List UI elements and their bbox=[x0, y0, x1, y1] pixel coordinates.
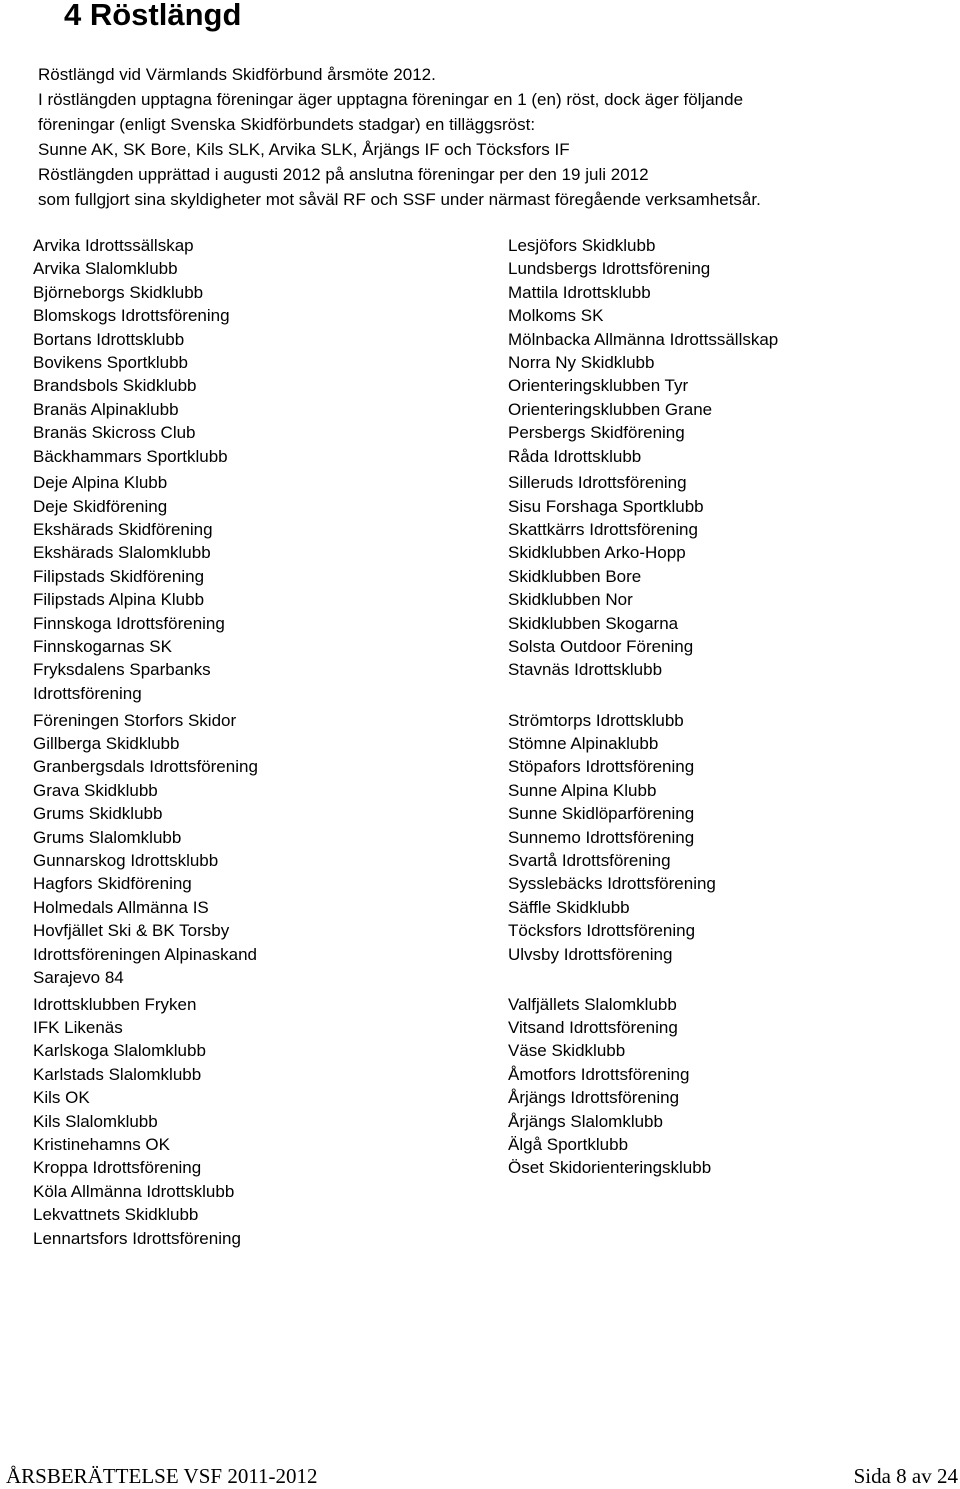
intro-line: I röstlängden upptagna föreningar äger upptagna föreningar en 1 (en) röst, dock äger följande bbox=[38, 90, 744, 109]
page-title: 4 Röstlängd bbox=[64, 0, 242, 32]
club-list-item: Norra Ny Skidklubb bbox=[508, 352, 655, 372]
club-list-item bbox=[508, 966, 778, 989]
club-list-item: Arvika Slalomklubb bbox=[33, 259, 178, 279]
club-list-item: Solsta Outdoor Förening bbox=[508, 637, 694, 657]
club-list-item: Skidklubben Arko-Hopp bbox=[508, 543, 686, 563]
club-list-item: Ekshärads Skidförening bbox=[33, 520, 213, 540]
club-list-item: Branäs Skicross Club bbox=[33, 423, 196, 443]
club-list-item: Kristinehamns OK bbox=[33, 1135, 170, 1155]
club-list-item: Filipstads Alpina Klubb bbox=[33, 590, 205, 610]
club-list-item: Årjängs Slalomklubb bbox=[508, 1111, 663, 1131]
club-list-item: Blomskogs Idrottsförening bbox=[33, 306, 230, 326]
club-list-item: Lekvattnets Skidklubb bbox=[33, 1205, 199, 1225]
club-list-item: Stömne Alpinaklubb bbox=[508, 733, 659, 753]
club-list-item: Råda Idrottsklubb bbox=[508, 446, 642, 466]
club-list-item: Stavnäs Idrottsklubb bbox=[508, 660, 663, 680]
club-list-item: Idrottsklubben Fryken bbox=[33, 994, 197, 1014]
club-list-item: Mölnbacka Allmänna Idrottssällskap bbox=[508, 329, 779, 349]
club-list-item: Filipstads Skidförening bbox=[33, 566, 205, 586]
club-list-item: Ulvsby Idrottsförening bbox=[508, 944, 673, 964]
club-list-item: Bovikens Sportklubb bbox=[33, 352, 188, 372]
club-list-item: Sisu Forshaga Sportklubb bbox=[508, 496, 704, 516]
club-list-item: Deje Alpina Klubb bbox=[33, 473, 168, 493]
intro-line: Röstlängd vid Värmlands Skidförbund årsmöte 2012. bbox=[38, 65, 436, 84]
club-list-item: Köla Allmänna Idrottsklubb bbox=[33, 1181, 235, 1201]
club-list-item: Åmotfors Idrottsförening bbox=[508, 1064, 690, 1084]
club-list-item: Finnskoga Idrottsförening bbox=[33, 613, 225, 633]
club-list-item: Älgå Sportklubb bbox=[508, 1135, 629, 1155]
club-list-item: Persbergs Skidförening bbox=[508, 423, 685, 443]
club-list-item: Bäckhammars Sportklubb bbox=[33, 446, 228, 466]
club-list-item: Mattila Idrottsklubb bbox=[508, 282, 651, 302]
club-list-item: Skidklubben Nor bbox=[508, 590, 633, 610]
club-list-item: IFK Likenäs bbox=[33, 1018, 123, 1038]
club-list-item: Grava Skidklubb bbox=[33, 780, 158, 800]
intro-paragraph bbox=[38, 62, 948, 212]
club-list-item: Bortans Idrottsklubb bbox=[33, 329, 185, 349]
club-list-item: Idrottsföreningen Alpinaskand bbox=[33, 944, 257, 964]
intro-line: Röstlängden upprättad i augusti 2012 på anslutna föreningar per den 19 juli 2012 bbox=[38, 165, 649, 184]
club-list-item: Sysslebäcks Idrottsförening bbox=[508, 874, 716, 894]
club-list-item: Skidklubben Bore bbox=[508, 566, 642, 586]
club-list-item: Deje Skidförening bbox=[33, 496, 168, 516]
club-list-item: Stöpafors Idrottsförening bbox=[508, 757, 695, 777]
club-list-item: Arvika Idrottssällskap bbox=[33, 236, 194, 255]
club-list-item: Kils OK bbox=[33, 1088, 90, 1108]
club-list-item: Gunnarskog Idrottsklubb bbox=[33, 850, 219, 870]
club-list-item: Molkoms SK bbox=[508, 306, 604, 326]
club-list-item: Holmedals Allmänna IS bbox=[33, 897, 209, 917]
club-list-item: Valfjällets Slalomklubb bbox=[508, 994, 677, 1014]
club-list-item: Grums Slalomklubb bbox=[33, 827, 182, 847]
footer-title: ÅRSBERÄTTELSE VSF 2011-2012 bbox=[6, 1464, 318, 1488]
club-list-item: Karlskoga Slalomklubb bbox=[33, 1041, 206, 1061]
club-list-item: Årjängs Idrottsförening bbox=[508, 1088, 680, 1108]
club-list-item: Strömtorps Idrottsklubb bbox=[508, 710, 684, 730]
club-list-item: Gillberga Skidklubb bbox=[33, 733, 180, 753]
club-list-item: Ekshärads Slalomklubb bbox=[33, 543, 211, 563]
club-list-item: Hovfjället Ski & BK Torsby bbox=[33, 921, 230, 941]
club-list-item: Lesjöfors Skidklubb bbox=[508, 236, 656, 255]
club-list-item: Föreningen Storfors Skidor bbox=[33, 710, 237, 730]
club-list-item: Väse Skidklubb bbox=[508, 1041, 626, 1061]
club-list-item: Vitsand Idrottsförening bbox=[508, 1018, 678, 1038]
intro-line: som fullgjort sina skyldigheter mot såväl RF och SSF under närmast föregående verksamhetsår. bbox=[38, 190, 761, 209]
club-list-item: Finnskogarnas SK bbox=[33, 637, 172, 657]
club-list-item: Fryksdalens Sparbanks bbox=[33, 660, 211, 680]
page-number: Sida 8 av 24 bbox=[853, 1464, 958, 1488]
club-list-item: Töcksfors Idrottsförening bbox=[508, 921, 696, 941]
club-list-left-column bbox=[33, 234, 258, 1250]
club-list-item: Kils Slalomklubb bbox=[33, 1111, 158, 1131]
club-list-item: Sunne Alpina Klubb bbox=[508, 780, 657, 800]
club-list-item: Karlstads Slalomklubb bbox=[33, 1064, 202, 1084]
club-list-item: Kroppa Idrottsförening bbox=[33, 1158, 202, 1178]
club-list-item: Granbergsdals Idrottsförening bbox=[33, 757, 258, 777]
club-list-item bbox=[508, 682, 778, 705]
club-list-item: Lennartsfors Idrottsförening bbox=[33, 1228, 241, 1248]
club-list-item: Skattkärrs Idrottsförening bbox=[508, 520, 698, 540]
club-list-item: Hagfors Skidförening bbox=[33, 874, 192, 894]
club-list-right-column bbox=[508, 234, 778, 1180]
club-list-item: Orienteringsklubben Tyr bbox=[508, 376, 689, 396]
club-list-item: Branäs Alpinaklubb bbox=[33, 399, 179, 419]
club-list-item: Grums Skidklubb bbox=[33, 804, 163, 824]
club-list-item: Säffle Skidklubb bbox=[508, 897, 630, 917]
club-list-item: Silleruds Idrottsförening bbox=[508, 473, 687, 493]
club-list-item: Sunne Skidlöparförening bbox=[508, 804, 695, 824]
club-list-item: Orienteringsklubben Grane bbox=[508, 399, 713, 419]
club-list-item: Svartå Idrottsförening bbox=[508, 850, 671, 870]
club-list-item: Sunnemo Idrottsförening bbox=[508, 827, 695, 847]
intro-line: Sunne AK, SK Bore, Kils SLK, Arvika SLK, Årjängs IF och Töcksfors IF bbox=[38, 140, 570, 159]
club-list-item: Skidklubben Skogarna bbox=[508, 613, 679, 633]
club-list-item: Öset Skidorienteringsklubb bbox=[508, 1158, 712, 1178]
club-list-item: Björneborgs Skidklubb bbox=[33, 282, 204, 302]
club-list-item: Brandsbols Skidklubb bbox=[33, 376, 197, 396]
club-list-item: Sarajevo 84 bbox=[33, 967, 124, 987]
club-list-item: Idrottsförening bbox=[33, 683, 142, 703]
intro-line: föreningar (enligt Svenska Skidförbundets stadgar) en tilläggsröst: bbox=[38, 115, 536, 134]
club-list-item: Lundsbergs Idrottsförening bbox=[508, 259, 711, 279]
